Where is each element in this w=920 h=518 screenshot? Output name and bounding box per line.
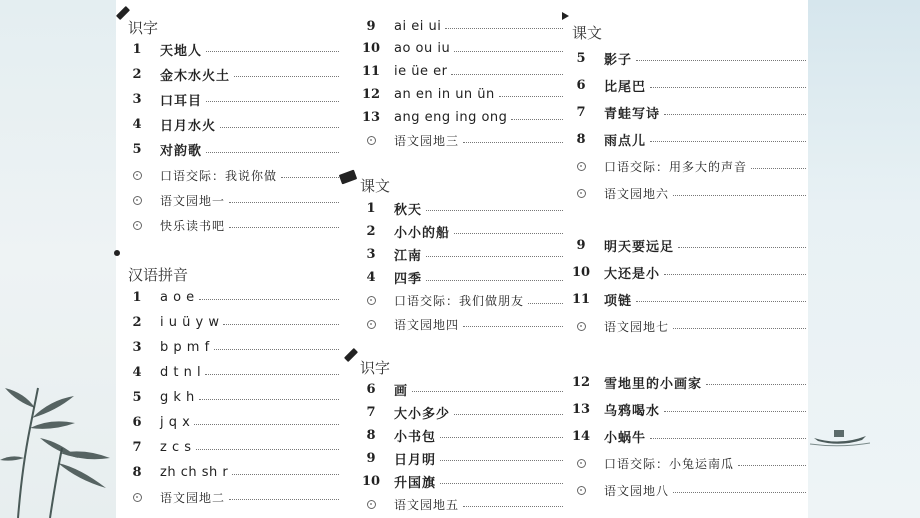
lesson-number: 2 — [132, 314, 142, 330]
circle-bullet-icon — [360, 500, 382, 509]
lesson-title: z c s — [160, 439, 192, 455]
toc-entry[interactable] — [126, 63, 341, 85]
lesson-number: 10 — [361, 473, 381, 489]
lesson-title: 金木水火土 — [160, 68, 231, 84]
dot-leader — [454, 413, 563, 415]
lesson-title: ie üe er — [394, 64, 448, 80]
dot-leader — [229, 498, 339, 500]
lesson-number: 1 — [366, 200, 376, 216]
dot-leader — [454, 50, 563, 52]
toc-entry[interactable] — [570, 425, 808, 447]
circle-bullet-icon — [360, 136, 382, 145]
lesson-title: g k h — [160, 389, 195, 405]
lesson-title: 口语交际：我们做朋友 — [394, 294, 525, 309]
lesson-number: 3 — [132, 339, 142, 355]
dot-leader — [440, 482, 563, 484]
dot-leader — [440, 436, 563, 438]
lesson-number: 13 — [571, 401, 591, 417]
toc-entry[interactable] — [360, 313, 565, 335]
lesson-title: 语文园地八 — [604, 483, 670, 498]
lesson-number: 9 — [366, 450, 376, 466]
toc-entry[interactable] — [360, 243, 565, 265]
lesson-title: 比尾巴 — [604, 79, 647, 95]
toc-entry[interactable] — [126, 361, 341, 383]
lesson-number: 5 — [576, 50, 586, 66]
circle-bullet-icon — [360, 296, 382, 305]
lesson-title: 语文园地一 — [160, 193, 226, 208]
dot-leader — [426, 209, 563, 211]
lesson-title: 语文园地四 — [394, 317, 460, 332]
lesson-number: 4 — [132, 117, 142, 133]
lesson-title: 小书包 — [394, 429, 437, 445]
dot-leader — [223, 323, 339, 325]
toc-entry[interactable] — [126, 88, 341, 110]
dot-leader — [205, 373, 339, 375]
lesson-number: 2 — [366, 223, 376, 239]
dot-leader — [454, 232, 563, 234]
dot-leader — [440, 459, 563, 461]
lesson-number: 8 — [366, 427, 376, 443]
dot-leader — [426, 255, 563, 257]
lesson-title: ai ei ui — [394, 18, 442, 34]
toc-entry[interactable] — [570, 128, 808, 150]
dot-leader — [451, 73, 563, 75]
section-title-kewen-1: 课文 — [360, 177, 391, 195]
dot-leader — [206, 50, 339, 52]
lesson-title: 四季 — [394, 272, 423, 288]
lesson-title: 口语交际：小兔运南瓜 — [604, 456, 735, 471]
lesson-title: 对韵歌 — [160, 144, 203, 160]
toc-entry[interactable] — [126, 214, 341, 236]
lesson-number: 6 — [132, 414, 142, 430]
lesson-number: 6 — [576, 77, 586, 93]
dot-leader — [636, 59, 806, 61]
dot-leader — [229, 201, 339, 203]
lesson-title: 口耳目 — [160, 93, 203, 109]
dot-leader — [206, 151, 339, 153]
lesson-title: 画 — [394, 383, 409, 399]
lesson-title: b p m f — [160, 339, 210, 355]
dot-leader — [706, 383, 806, 385]
lesson-title: ao ou iu — [394, 41, 451, 57]
lesson-title: 快乐读书吧 — [160, 218, 226, 233]
toc-entry[interactable] — [360, 106, 565, 128]
dot-leader — [220, 126, 339, 128]
toc-entry[interactable] — [570, 234, 808, 256]
toc-entry[interactable] — [360, 290, 565, 312]
toc-entry[interactable] — [126, 286, 341, 308]
section-title-pinyin: 汉语拼音 — [128, 266, 189, 284]
toc-entry[interactable] — [570, 155, 808, 177]
lesson-number: 12 — [571, 374, 591, 390]
toc-entry[interactable] — [126, 311, 341, 333]
dot-leader — [199, 298, 339, 300]
section-title-shizi-1: 识字 — [128, 19, 159, 37]
lesson-title: 大还是小 — [604, 266, 661, 282]
arrow-marker-icon — [562, 12, 569, 20]
lesson-title: 明天要远足 — [604, 239, 675, 255]
toc-entry[interactable] — [360, 15, 565, 37]
lesson-number: 7 — [132, 439, 142, 455]
lesson-title: 影子 — [604, 52, 633, 68]
lesson-number: 1 — [132, 289, 142, 305]
lesson-number: 3 — [366, 246, 376, 262]
lesson-number: 13 — [361, 109, 381, 125]
dot-leader — [664, 113, 806, 115]
lesson-title: 日月水火 — [160, 119, 217, 135]
toc-entry[interactable] — [126, 486, 341, 508]
toc-entry[interactable] — [360, 61, 565, 83]
toc-entry[interactable] — [360, 129, 565, 151]
circle-bullet-icon — [570, 459, 592, 468]
toc-entry[interactable] — [126, 114, 341, 136]
lesson-title: 雪地里的小画家 — [604, 376, 703, 392]
toc-entry[interactable] — [570, 315, 808, 337]
lesson-number: 10 — [361, 41, 381, 57]
toc-entry[interactable] — [360, 378, 565, 400]
toc-entry[interactable] — [360, 197, 565, 219]
dot-leader — [463, 505, 563, 507]
toc-entry[interactable] — [126, 461, 341, 483]
dot-leader — [664, 410, 806, 412]
lesson-number: 5 — [132, 142, 142, 158]
dot-leader — [738, 464, 806, 466]
lesson-title: 语文园地七 — [604, 319, 670, 334]
toc-entry[interactable] — [126, 38, 341, 60]
lesson-title: i u ü y w — [160, 314, 220, 330]
lesson-title: 升国旗 — [394, 475, 437, 491]
toc-entry[interactable] — [360, 424, 565, 446]
circle-bullet-icon — [126, 493, 148, 502]
lesson-number: 5 — [132, 389, 142, 405]
toc-entry[interactable] — [360, 38, 565, 60]
lesson-number: 12 — [361, 86, 381, 102]
lesson-title: 秋天 — [394, 202, 423, 218]
dot-leader — [229, 226, 339, 228]
toc-entry[interactable] — [360, 493, 565, 515]
lesson-number: 9 — [576, 237, 586, 253]
dot-leader — [511, 118, 563, 120]
toc-entry[interactable] — [360, 267, 565, 289]
dot-leader — [636, 300, 806, 302]
toc-entry[interactable] — [360, 401, 565, 423]
dot-leader — [281, 176, 339, 178]
dot-leader — [232, 473, 339, 475]
toc-entry[interactable] — [126, 189, 341, 211]
dot-leader — [528, 302, 563, 304]
lesson-title: j q x — [160, 414, 191, 430]
dot-leader — [199, 398, 339, 400]
dot-leader — [673, 194, 806, 196]
toc-entry[interactable] — [570, 479, 808, 501]
lesson-number: 11 — [571, 291, 591, 307]
toc-entry[interactable] — [360, 220, 565, 242]
circle-bullet-icon — [126, 171, 148, 180]
dot-leader — [673, 491, 806, 493]
lesson-title: 天地人 — [160, 43, 203, 59]
circle-bullet-icon — [570, 189, 592, 198]
lesson-title: 小小的船 — [394, 225, 451, 241]
lesson-number: 4 — [366, 270, 376, 286]
toc-entry[interactable] — [126, 336, 341, 358]
lesson-number: 7 — [366, 404, 376, 420]
lesson-number: 3 — [132, 91, 142, 107]
toc-entry[interactable] — [126, 436, 341, 458]
lesson-title: zh ch sh r — [160, 464, 229, 480]
toc-entry[interactable] — [570, 288, 808, 310]
lesson-title: 日月明 — [394, 452, 437, 468]
toc-entry[interactable] — [570, 261, 808, 283]
lesson-number: 10 — [571, 264, 591, 280]
lesson-number: 7 — [576, 104, 586, 120]
toc-entry[interactable] — [570, 74, 808, 96]
section-title-kewen-2: 课文 — [572, 24, 603, 42]
lesson-title: 小蜗牛 — [604, 430, 647, 446]
dot-leader — [664, 273, 806, 275]
circle-bullet-icon — [570, 322, 592, 331]
lesson-title: 语文园地六 — [604, 186, 670, 201]
toc-entry[interactable] — [126, 386, 341, 408]
toc-entry[interactable] — [570, 182, 808, 204]
circle-bullet-icon — [360, 320, 382, 329]
lesson-number: 1 — [132, 41, 142, 57]
pencil-icon — [114, 250, 120, 256]
lesson-title: d t n l — [160, 364, 202, 380]
circle-bullet-icon — [126, 196, 148, 205]
toc-entry[interactable] — [126, 139, 341, 161]
dot-leader — [412, 390, 563, 392]
dot-leader — [751, 167, 806, 169]
toc-entry[interactable] — [570, 47, 808, 69]
lesson-number: 8 — [576, 131, 586, 147]
dot-leader — [650, 140, 806, 142]
lesson-number: 6 — [366, 381, 376, 397]
lesson-title: 青蛙写诗 — [604, 106, 661, 122]
dot-leader — [650, 437, 806, 439]
toc-entry[interactable] — [570, 452, 808, 474]
dot-leader — [196, 448, 339, 450]
toc-entry[interactable] — [126, 411, 341, 433]
dot-leader — [445, 27, 563, 29]
dot-leader — [499, 95, 563, 97]
lesson-title: 口语交际：我说你做 — [160, 168, 278, 183]
lesson-title: 语文园地五 — [394, 497, 460, 512]
toc-entry[interactable] — [570, 371, 808, 393]
dot-leader — [678, 246, 806, 248]
bamboo-painting-icon — [0, 368, 120, 518]
lesson-title: 大小多少 — [394, 406, 451, 422]
dot-leader — [673, 327, 806, 329]
toc-entry[interactable] — [570, 101, 808, 123]
dot-leader — [194, 423, 339, 425]
dot-leader — [206, 100, 339, 102]
lesson-title: 语文园地三 — [394, 133, 460, 148]
lesson-title: 项链 — [604, 293, 633, 309]
dot-leader — [463, 141, 563, 143]
lesson-number: 8 — [132, 464, 142, 480]
lesson-title: 语文园地二 — [160, 490, 226, 505]
toc-entry[interactable] — [360, 470, 565, 492]
lesson-title: 雨点儿 — [604, 133, 647, 149]
circle-bullet-icon — [126, 221, 148, 230]
lesson-title: a o e — [160, 289, 195, 305]
lesson-number: 14 — [571, 428, 591, 444]
dot-leader — [463, 325, 563, 327]
lesson-number: 9 — [366, 18, 376, 34]
toc-entry[interactable] — [360, 83, 565, 105]
lesson-title: 乌鸦喝水 — [604, 403, 661, 419]
lesson-title: an en in un ün — [394, 86, 495, 102]
lesson-number: 11 — [361, 64, 381, 80]
dot-leader — [426, 279, 563, 281]
toc-entry[interactable] — [360, 447, 565, 469]
section-title-shizi-2: 识字 — [360, 359, 391, 377]
boat-painting-icon — [810, 420, 870, 450]
circle-bullet-icon — [570, 162, 592, 171]
toc-entry[interactable] — [570, 398, 808, 420]
dot-leader — [650, 86, 806, 88]
dot-leader — [214, 348, 339, 350]
toc-entry[interactable] — [126, 164, 341, 186]
lesson-number: 4 — [132, 364, 142, 380]
circle-bullet-icon — [570, 486, 592, 495]
lesson-title: 江南 — [394, 248, 423, 264]
lesson-title: 口语交际：用多大的声音 — [604, 159, 748, 174]
lesson-title: ang eng ing ong — [394, 109, 508, 125]
lesson-number: 2 — [132, 66, 142, 82]
dot-leader — [234, 75, 339, 77]
